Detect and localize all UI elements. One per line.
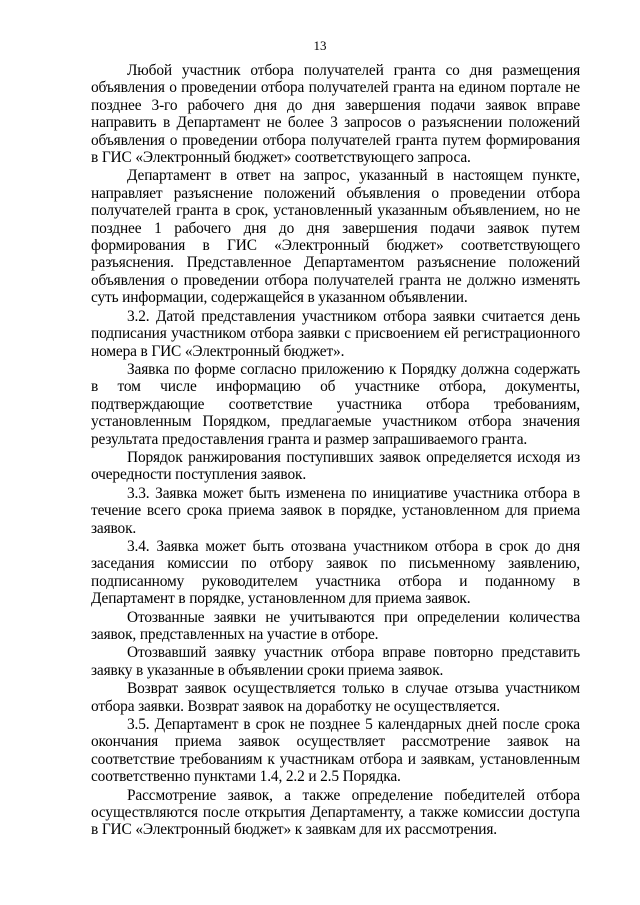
paragraph: Отозвавший заявку участник отбора вправе повторно представить заявку в указанные в объявлении сроки приема заявок. xyxy=(91,644,580,679)
document-body xyxy=(91,62,580,840)
paragraph: Рассмотрение заявок, а также определение победителей отбора осуществляются после открытия Департаменту, а также комиссии доступа в ГИС «Электронный бюджет» к заявкам для их рассмотрения. xyxy=(91,786,580,839)
paragraph: Порядок ранжирования поступивших заявок определяется исходя из очередности поступления заявок. xyxy=(91,448,580,484)
paragraph: 3.2. Датой представления участником отбора заявки считается день подписания участником отбора заявки с присвоением ей регистрационного номера в ГИС «Электронный бюджет». xyxy=(91,307,580,360)
paragraph: Любой участник отбора получателей гранта со дня размещения объявления о проведении отбора получателей гранта на едином портале не позднее 3-го рабочего дня до дня завершения подачи заявок вправе направить в Департамент не более 3 запросов о разъяснении положений объявления о проведении отбора получателей гранта путем формирования в ГИС «Электронный бюджет» соответствующего запроса. xyxy=(91,62,580,167)
paragraph: 3.5. Департамент в срок не позднее 5 календарных дней после срока окончания приема заявок осуществляет рассмотрение заявок на соответствие требованиям к участникам отбора и заявкам, установленным соответственно пунктами 1.4, 2.2 и 2.5 Порядка. xyxy=(91,716,580,786)
paragraph: 3.3. Заявка может быть изменена по инициативе участника отбора в течение всего срока приема заявок в порядке, установленном для приема заявок. xyxy=(91,484,580,537)
paragraph: Возврат заявок осуществляется только в случае отзыва участником отбора заявки. Возврат заявок на доработку не осуществляется. xyxy=(91,680,580,715)
paragraph: Заявка по форме согласно приложению к Порядку должна содержать в том числе информацию об участнике отбора, документы, подтверждающие соответствие участника отбора требованиям, установленным Порядком, предлагаемые участником отбора значения результата предоставления гранта и размер запрашиваемого гранта. xyxy=(91,360,580,448)
page-number: 13 xyxy=(313,38,327,53)
paragraph: Отозванные заявки не учитываются при определении количества заявок, представленных на участие в отборе. xyxy=(91,608,580,643)
paragraph: Департамент в ответ на запрос, указанный в настоящем пункте, направляет разъяснение положений объявления о проведении отбора получателей гранта в срок, установленный указанным объявлением, но не позднее 1 рабочего дня до дня завершения подачи заявок путем формирования в ГИС «Электронный бюджет» соответствующего разъяснения. Представленное Департаментом разъяснение положений объявления о проведении отбора получателей гранта не должно изменять суть информации, содержащейся в указанном объявлении. xyxy=(91,167,580,307)
paragraph: 3.4. Заявка может быть отозвана участником отбора в срок до дня заседания комиссии по отбору заявок по письменному заявлению, подписанному руководителем участника отбора и поданному в Департамент в порядке, установленном для приема заявок. xyxy=(91,537,580,608)
